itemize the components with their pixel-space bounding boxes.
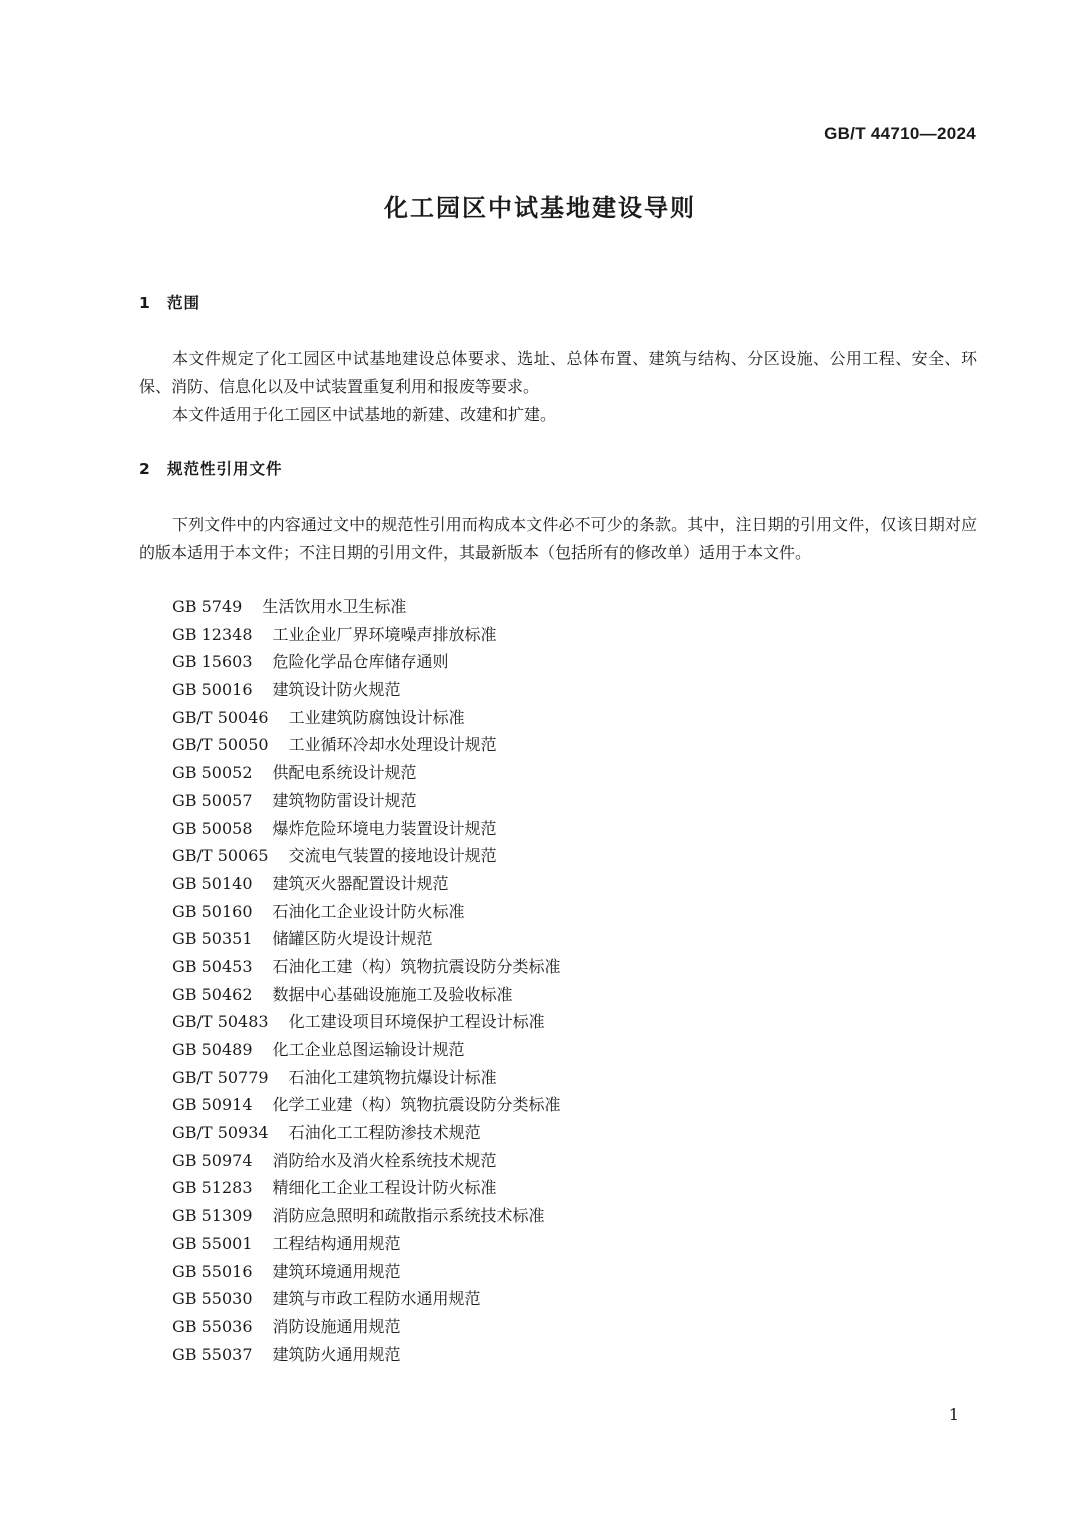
reference-name: 石油化工建（构）筑物抗震设防分类标准	[272, 956, 561, 976]
reference-name: 交流电气装置的接地设计规范	[288, 846, 497, 866]
reference-code: GB 55030	[172, 1289, 253, 1309]
reference-name: 化工企业总图运输设计规范	[272, 1040, 465, 1059]
reference-name: 消防应急照明和疏散指示系统技术标准	[272, 1206, 545, 1226]
reference-item	[172, 1091, 561, 1119]
reference-code: GB 50914	[172, 1095, 253, 1115]
reference-item	[172, 1341, 561, 1369]
reference-code: GB 50462	[172, 984, 253, 1004]
reference-code: GB 50057	[172, 790, 253, 810]
reference-code: GB/T 50934	[172, 1123, 269, 1143]
reference-item	[172, 676, 561, 704]
reference-item	[172, 759, 561, 787]
reference-name: 消防给水及消火栓系统技术规范	[272, 1150, 497, 1170]
reference-name: 工程结构通用规范	[272, 1233, 401, 1253]
section-number: 1	[139, 294, 151, 312]
reference-name: 石油化工企业设计防火标准	[272, 901, 465, 921]
reference-code: GB 12348	[172, 624, 253, 644]
reference-code: GB 55036	[172, 1316, 253, 1336]
reference-code: GB 50974	[172, 1150, 253, 1170]
reference-code: GB 5749	[172, 597, 243, 616]
reference-item	[172, 1064, 561, 1092]
reference-name: 建筑与市政工程防水通用规范	[272, 1289, 481, 1309]
document-title: 化工园区中试基地建设导则	[384, 194, 696, 222]
reference-name: 石油化工工程防渗技术规范	[288, 1123, 481, 1143]
reference-name: 化工建设项目环境保护工程设计标准	[288, 1012, 545, 1032]
page-number: 1	[948, 1405, 959, 1424]
reference-item	[172, 1008, 561, 1036]
reference-code: GB 50160	[172, 901, 253, 921]
reference-name: 化学工业建（构）筑物抗震设防分类标准	[272, 1095, 561, 1115]
reference-code: GB/T 50779	[172, 1067, 269, 1087]
reference-code: GB 55001	[172, 1233, 253, 1253]
reference-name: 生活饮用水卫生标准	[262, 597, 407, 616]
reference-item	[172, 621, 561, 649]
reference-list	[172, 593, 561, 1368]
reference-name: 建筑设计防火规范	[272, 680, 401, 700]
section-heading-normative-references	[139, 457, 283, 479]
reference-item	[172, 870, 561, 898]
reference-code: GB 50489	[172, 1040, 253, 1059]
reference-code: GB 55037	[172, 1344, 253, 1364]
reference-item	[172, 1174, 561, 1202]
reference-name: 工业建筑防腐蚀设计标准	[288, 707, 465, 727]
reference-code: GB/T 50065	[172, 846, 269, 866]
reference-name: 建筑灭火器配置设计规范	[272, 873, 449, 893]
reference-code: GB 50351	[172, 929, 253, 949]
reference-name: 消防设施通用规范	[272, 1316, 401, 1336]
reference-item	[172, 925, 561, 953]
reference-name: 爆炸危险环境电力装置设计规范	[272, 818, 497, 838]
reference-code: GB 50016	[172, 680, 253, 700]
reference-code: GB 51309	[172, 1206, 253, 1226]
section-heading-scope	[139, 291, 200, 313]
reference-item	[172, 731, 561, 759]
reference-code: GB 50058	[172, 818, 253, 838]
reference-name: 建筑防火通用规范	[272, 1344, 401, 1364]
reference-name: 精细化工企业工程设计防火标准	[272, 1178, 497, 1198]
reference-name: 工业企业厂界环境噪声排放标准	[272, 624, 497, 644]
reference-item	[172, 898, 561, 926]
reference-item	[172, 1202, 561, 1230]
reference-name: 数据中心基础设施施工及验收标准	[272, 984, 513, 1004]
reference-item	[172, 1313, 561, 1341]
reference-item	[172, 1230, 561, 1258]
reference-name: 储罐区防火堤设计规范	[272, 929, 433, 949]
scope-paragraph-2: 本文件适用于化工园区中试基地的新建、改建和扩建。	[172, 405, 557, 424]
standard-code: GB/T 44710—2024	[824, 124, 976, 143]
reference-item	[172, 1119, 561, 1147]
reference-code: GB 50140	[172, 873, 253, 893]
section-title: 范围	[167, 294, 201, 312]
reference-code: GB 51283	[172, 1178, 253, 1198]
reference-code: GB/T 50046	[172, 707, 269, 727]
reference-name: 危险化学品仓库储存通则	[272, 652, 449, 672]
section-title: 规范性引用文件	[167, 460, 283, 478]
reference-item	[172, 593, 561, 621]
reference-item	[172, 1147, 561, 1175]
reference-code: GB 55016	[172, 1261, 253, 1281]
reference-item	[172, 842, 561, 870]
reference-name: 工业循环冷却水处理设计规范	[288, 735, 497, 755]
reference-name: 建筑物防雷设计规范	[272, 790, 417, 810]
reference-item	[172, 815, 561, 843]
reference-name: 石油化工建筑物抗爆设计标准	[288, 1067, 497, 1087]
reference-item	[172, 1036, 561, 1064]
reference-code: GB 50453	[172, 956, 253, 976]
reference-code: GB 50052	[172, 763, 253, 783]
reference-item	[172, 1285, 561, 1313]
reference-code: GB 15603	[172, 652, 253, 672]
section-number: 2	[139, 460, 151, 478]
reference-item	[172, 981, 561, 1009]
reference-code: GB/T 50050	[172, 735, 269, 755]
reference-item	[172, 648, 561, 676]
reference-item	[172, 704, 561, 732]
reference-item	[172, 1258, 561, 1286]
scope-paragraph-1: 本文件规定了化工园区中试基地建设总体要求、选址、总体布置、建筑与结构、分区设施、公用工程、安全、环保、消防、信息化以及中试装置重复利用和报废等要求。	[139, 349, 977, 396]
reference-name: 建筑环境通用规范	[272, 1261, 401, 1281]
reference-name: 供配电系统设计规范	[272, 763, 417, 783]
references-intro-paragraph: 下列文件中的内容通过文中的规范性引用而构成本文件必不可少的条款。其中，注日期的引用文件，仅该日期对应的版本适用于本文件；不注日期的引用文件，其最新版本（包括所有的修改单）适用于本文件。	[139, 515, 977, 562]
reference-item	[172, 953, 561, 981]
reference-code: GB/T 50483	[172, 1012, 269, 1032]
reference-item	[172, 787, 561, 815]
